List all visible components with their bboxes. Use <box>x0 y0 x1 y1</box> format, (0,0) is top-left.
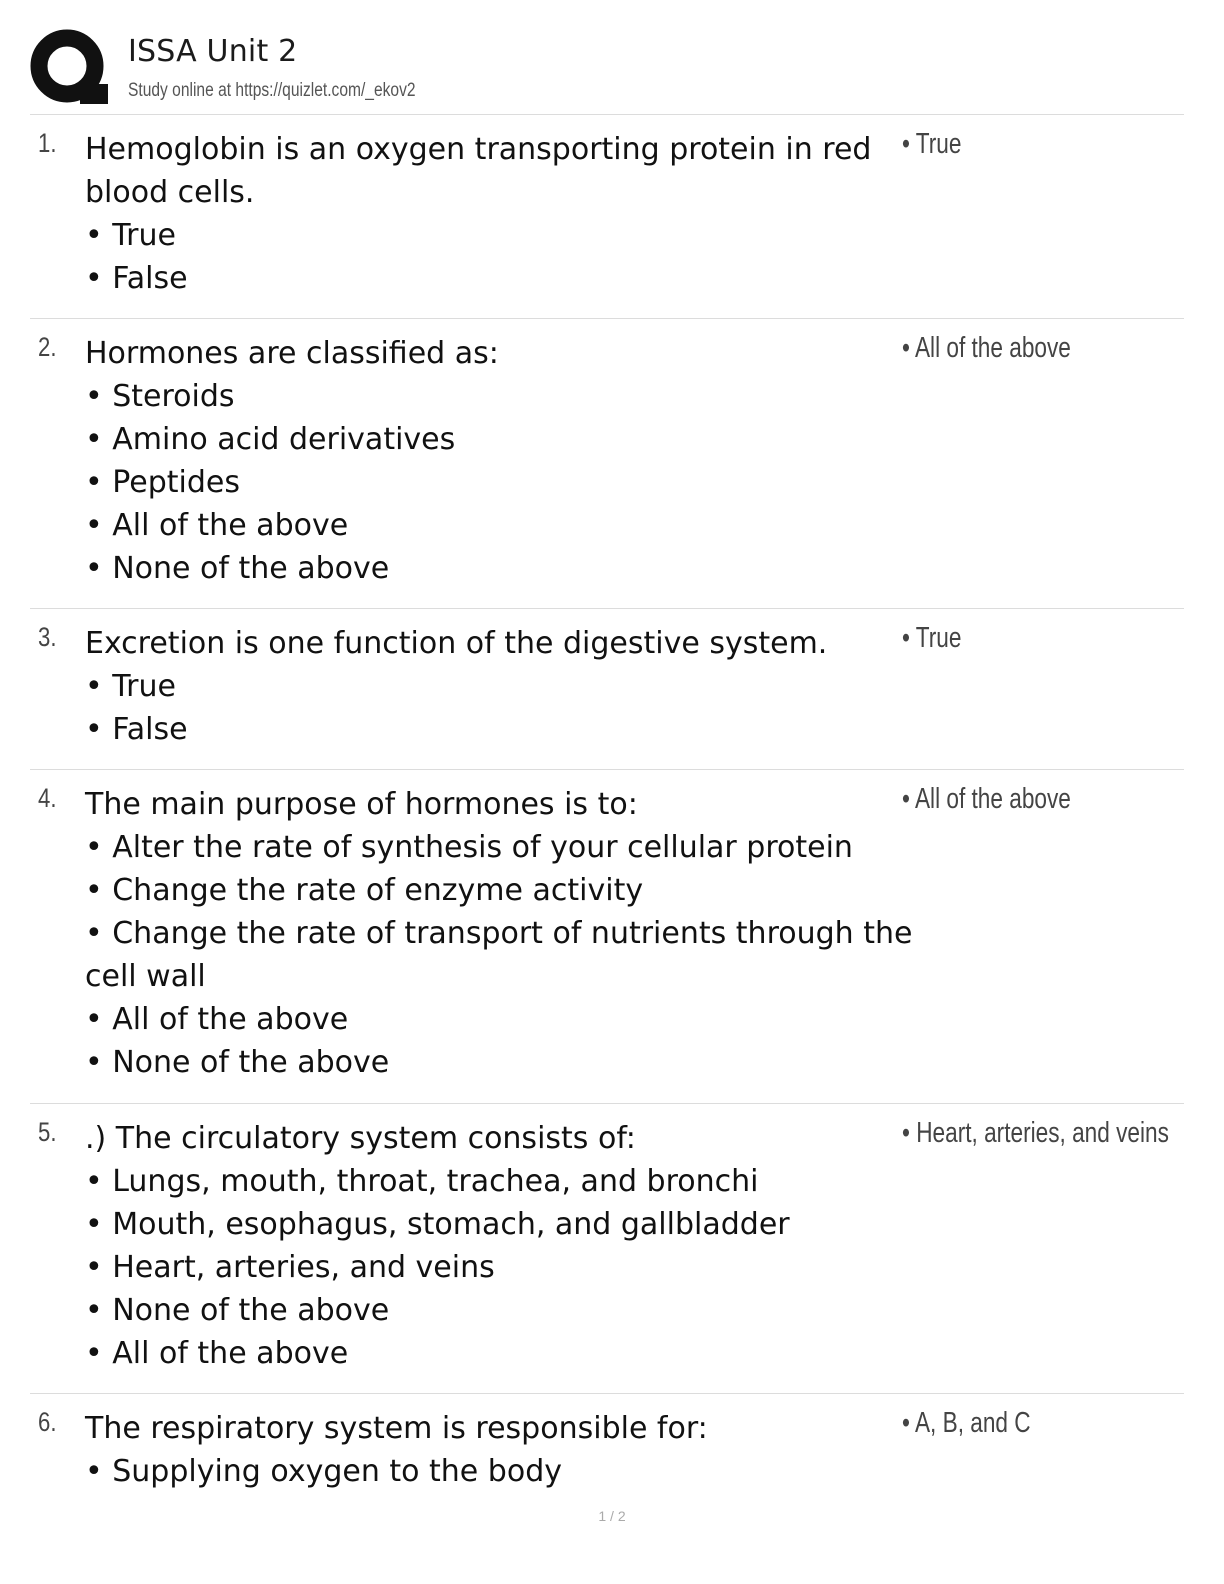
option-line: • All of the above <box>85 508 349 543</box>
quizlet-logo-icon <box>30 28 110 108</box>
option-line: • Change the rate of enzyme activity <box>85 873 644 908</box>
card-number: 2. <box>38 332 57 362</box>
option-line: • Alter the rate of synthesis of your cellular protein <box>85 830 853 865</box>
option-line: • Amino acid derivatives <box>85 422 456 457</box>
option-line: • Mouth, esophagus, stomach, and gallbladder <box>85 1207 790 1242</box>
divider <box>30 608 1184 609</box>
option-line: • True <box>85 669 176 704</box>
card-term <box>85 332 900 590</box>
option-line: • Change the rate of transport of nutrients through the <box>85 916 913 951</box>
question-line: .) The circulatory system consists of: <box>85 1121 636 1156</box>
card-term <box>85 622 900 751</box>
option-line: • Peptides <box>85 465 240 500</box>
card-term <box>85 1117 900 1375</box>
question-line: The main purpose of hormones is to: <box>85 787 638 822</box>
card-answer: • All of the above <box>902 332 1071 364</box>
option-line: cell wall <box>85 959 206 994</box>
option-line: • False <box>85 712 188 747</box>
page-header <box>30 28 1190 114</box>
card-answer: • True <box>902 622 962 654</box>
card-term <box>85 128 900 300</box>
card-answer: • Heart, arteries, and veins <box>902 1117 1169 1149</box>
divider <box>30 114 1184 115</box>
card-answer: • True <box>902 128 962 160</box>
option-line: • None of the above <box>85 1293 390 1328</box>
question-line: Hormones are classified as: <box>85 336 499 371</box>
option-line: • All of the above <box>85 1336 349 1371</box>
divider <box>30 318 1184 319</box>
question-line: The respiratory system is responsible for: <box>85 1411 708 1446</box>
option-line: • False <box>85 261 188 296</box>
option-line: • Heart, arteries, and veins <box>85 1250 495 1285</box>
question-line: blood cells. <box>85 175 255 210</box>
option-line: • Steroids <box>85 379 235 414</box>
divider <box>30 1103 1184 1104</box>
option-line: • None of the above <box>85 1045 390 1080</box>
option-line: • All of the above <box>85 1002 349 1037</box>
divider <box>30 769 1184 770</box>
card-number: 5. <box>38 1117 57 1147</box>
question-line: Excretion is one function of the digestive system. <box>85 626 828 661</box>
card-number: 1. <box>38 128 57 158</box>
divider <box>30 1393 1184 1394</box>
option-line: • Lungs, mouth, throat, trachea, and bronchi <box>85 1164 759 1199</box>
option-line: • True <box>85 218 176 253</box>
card-answer: • A, B, and C <box>902 1407 1031 1439</box>
option-line: • Supplying oxygen to the body <box>85 1454 562 1489</box>
card-number: 4. <box>38 783 57 813</box>
card-answer: • All of the above <box>902 783 1071 815</box>
card-term <box>85 783 913 1084</box>
question-line: Hemoglobin is an oxygen transporting protein in red <box>85 132 872 167</box>
card-number: 3. <box>38 622 57 652</box>
study-online-link[interactable]: Study online at https://quizlet.com/_ekov2 <box>128 80 416 101</box>
option-line: • None of the above <box>85 551 390 586</box>
card-term <box>85 1407 900 1493</box>
page-number: 1 / 2 <box>598 1508 626 1524</box>
card-number: 6. <box>38 1407 57 1437</box>
page-title: ISSA Unit 2 <box>128 34 298 69</box>
